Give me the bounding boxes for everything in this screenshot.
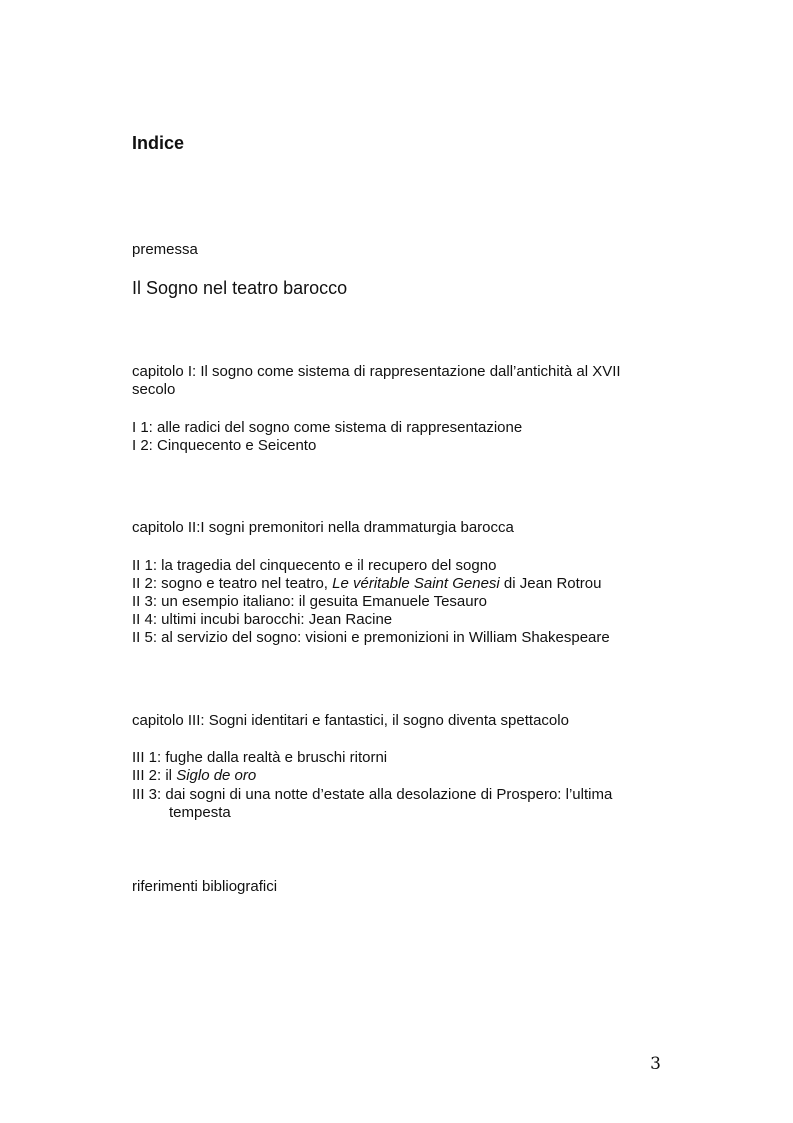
chapter-3-item-2-italic-title: Siglo de oro xyxy=(176,767,257,784)
chapter-2-item-1: II 1: la tragedia del cinquecento e il recupero del sogno xyxy=(132,557,497,574)
chapter-1-title: capitolo I: Il sogno come sistema di rappresentazione dall’antichità al XVII secolo xyxy=(132,363,621,398)
chapter-2-item-2 xyxy=(132,575,601,593)
chapter-2-title: capitolo II:I sogni premonitori nella drammaturgia barocca xyxy=(132,519,514,536)
premessa-entry: premessa xyxy=(132,241,198,258)
document-subtitle: Il Sogno nel teatro barocco xyxy=(132,278,348,298)
chapter-3-item-3-line-1: III 3: dai sogni di una notte d’estate alla desolazione di Prospero: l’ultima xyxy=(132,786,613,803)
chapter-2-item-5: II 5: al servizio del sogno: visioni e premonizioni in William Shakespeare xyxy=(132,629,610,646)
chapter-3-item-3-line-2: tempesta xyxy=(169,804,231,821)
chapter-2-item-4: II 4: ultimi incubi barocchi: Jean Racine xyxy=(132,611,393,628)
chapter-3-item-1: III 1: fughe dalla realtà e bruschi ritorni xyxy=(132,749,388,766)
bibliography-entry: riferimenti bibliografici xyxy=(132,878,278,895)
chapter-2-item-3: II 3: un esempio italiano: il gesuita Emanuele Tesauro xyxy=(132,593,487,610)
chapter-2-item-2-text: II 2: sogno e teatro nel teatro, xyxy=(132,575,333,592)
chapter-2-item-2-author: di Jean Rotrou xyxy=(499,575,602,592)
chapter-2-item-2-italic-title: Le véritable Saint Genesi xyxy=(332,575,500,592)
chapter-3-item-2-text: III 2: il xyxy=(132,767,177,784)
chapter-3-title: capitolo III: Sogni identitari e fantastici, il sogno diventa spettacolo xyxy=(132,712,569,729)
page-number: 3 xyxy=(650,1054,661,1074)
page-heading: Indice xyxy=(132,133,185,153)
chapter-1-item-2: I 2: Cinquecento e Seicento xyxy=(132,437,317,454)
chapter-3-item-2 xyxy=(132,767,256,785)
chapter-3-item-3 xyxy=(132,786,612,822)
chapter-1-item-1: I 1: alle radici del sogno come sistema di rappresentazione xyxy=(132,419,523,436)
